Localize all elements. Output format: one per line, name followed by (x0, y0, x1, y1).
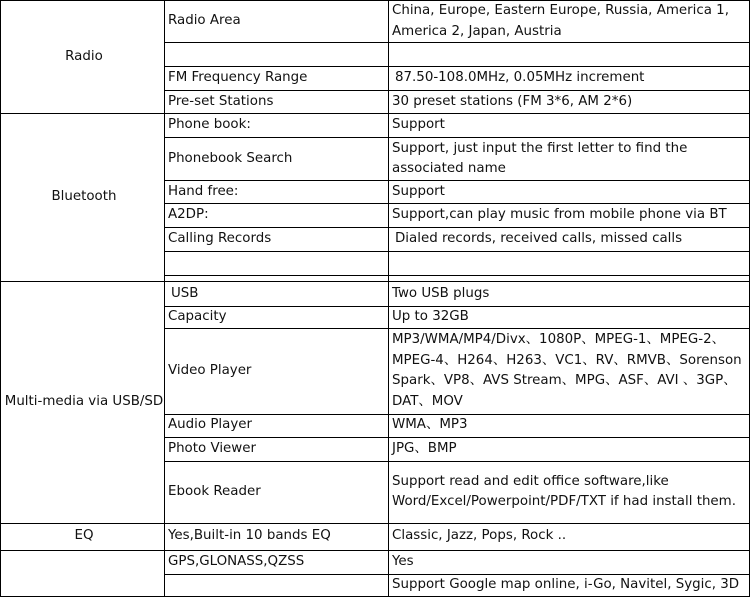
empty-cell (165, 43, 389, 67)
table-row (1, 523, 750, 550)
spec-label: Audio Player (165, 414, 389, 437)
spec-value: Support (389, 181, 750, 204)
spec-value: Support Google map online, i-Go, Navitel, Sygic, 3D (389, 574, 750, 596)
spec-value: Yes (389, 550, 750, 574)
category-bluetooth: Bluetooth (1, 114, 165, 282)
spec-value: 87.50-108.0MHz, 0.05MHz increment (389, 67, 750, 91)
spec-label: Phone book: (165, 114, 389, 138)
spec-label (165, 574, 389, 596)
category-multimedia: Multi-media via USB/SD (1, 282, 165, 524)
spec-value: Two USB plugs (389, 282, 750, 307)
spec-label: USB (165, 282, 389, 307)
spec-value: MP3/WMA/MP4/Divx、1080P、MPEG-1、MPEG-2、MPEG-4、H264、H263、VC1、RV、RMVB、Sorenson Spark、VP8、AVS Stream、MPG、ASF、AVI 、3GP、DAT、MOV (389, 328, 750, 414)
table-row (1, 114, 750, 138)
spec-value: Support (389, 114, 750, 138)
spec-label: Yes,Built-in 10 bands EQ (165, 523, 389, 550)
spec-label: Video Player (165, 328, 389, 414)
spec-value: WMA、MP3 (389, 414, 750, 437)
spec-value: Support,can play music from mobile phone via BT (389, 204, 750, 228)
spec-label: FM Frequency Range (165, 67, 389, 91)
spec-label: Photo Viewer (165, 437, 389, 461)
spec-value: Dialed records, received calls, missed calls (389, 228, 750, 252)
spec-label: A2DP: (165, 204, 389, 228)
spec-label: Ebook Reader (165, 461, 389, 523)
spec-label: Calling Records (165, 228, 389, 252)
spec-label: Radio Area (165, 1, 389, 43)
empty-cell (389, 252, 750, 276)
spec-value: Support read and edit office software,like Word/Excel/Powerpoint/PDF/TXT if had install them. (389, 461, 750, 523)
spec-label: Hand free: (165, 181, 389, 204)
empty-cell (165, 252, 389, 276)
table-row (1, 1, 750, 43)
spec-label: GPS,GLONASS,QZSS (165, 550, 389, 574)
spec-value: Classic, Jazz, Pops, Rock .. (389, 523, 750, 550)
table-row (1, 550, 750, 574)
spec-label: Phonebook Search (165, 138, 389, 181)
spec-value: Support, just input the first letter to find the associated name (389, 138, 750, 181)
spec-label: Pre-set Stations (165, 91, 389, 114)
empty-cell (389, 43, 750, 67)
category-eq: EQ (1, 523, 165, 550)
category-radio: Radio (1, 1, 165, 114)
spec-value: Up to 32GB (389, 307, 750, 329)
spec-value: JPG、BMP (389, 437, 750, 461)
table-row (1, 282, 750, 307)
category-gps (1, 550, 165, 596)
spec-label: Capacity (165, 307, 389, 329)
spec-value: 30 preset stations (FM 3*6, AM 2*6) (389, 91, 750, 114)
spec-value: China, Europe, Eastern Europe, Russia, America 1, America 2, Japan, Austria (389, 1, 750, 43)
